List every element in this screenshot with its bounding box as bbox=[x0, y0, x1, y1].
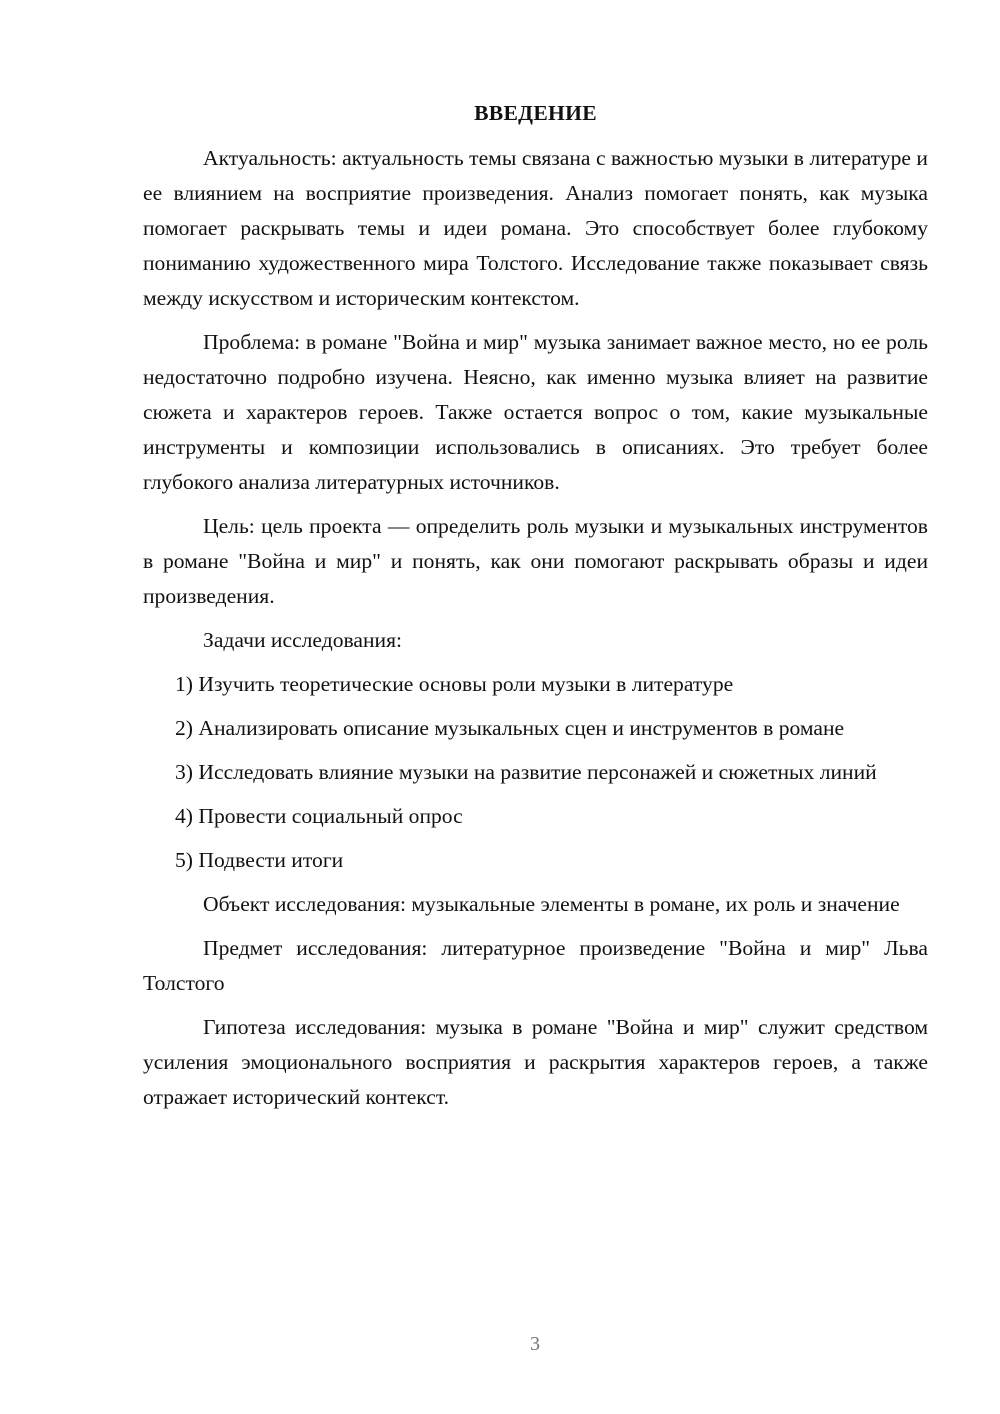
tasks-heading: Задачи исследования: bbox=[203, 628, 403, 652]
page-number: 3 bbox=[530, 1333, 540, 1355]
subject-paragraph: Предмет исследования: литературное произведение "Война и мир" Льва Толстого bbox=[143, 936, 928, 995]
object-paragraph: Объект исследования: музыкальные элементы в романе, их роль и значение bbox=[203, 892, 900, 916]
task-item: 3) Исследовать влияние музыки на развитие персонажей и сюжетных линий bbox=[175, 760, 877, 784]
problem-paragraph: Проблема: в романе "Война и мир" музыка занимает важное место, но ее роль недостаточно подробно изучена. Неясно, как именно музыка влияет на развитие сюжета и характеров героев. Также остается вопрос о том, какие музыкальные инструменты и композиции использовались в описаниях. Это требует более глубокого анализа литературных источников. bbox=[143, 330, 928, 494]
section-title: ВВЕДЕНИЕ bbox=[474, 101, 597, 125]
task-item: 2) Анализировать описание музыкальных сцен и инструментов в романе bbox=[175, 716, 845, 740]
task-item: 5) Подвести итоги bbox=[175, 848, 344, 872]
task-item: 4) Провести социальный опрос bbox=[175, 804, 463, 828]
relevance-paragraph: Актуальность: актуальность темы связана с важностью музыки в литературе и ее влиянием на восприятие произведения. Анализ помогает понять, как музыка помогает раскрывать темы и идеи романа. Это способствует более глубокому пониманию художественного мира Толстого. Исследование также показывает связь между искусством и историческим контекстом. bbox=[143, 146, 928, 310]
hypothesis-paragraph: Гипотеза исследования: музыка в романе "Война и мир" служит средством усиления эмоционального восприятия и раскрытия характеров героев, а также отражает исторический контекст. bbox=[143, 1015, 928, 1109]
page-content bbox=[143, 96, 928, 1124]
task-item: 1) Изучить теоретические основы роли музыки в литературе bbox=[175, 672, 734, 696]
goal-paragraph: Цель: цель проекта — определить роль музыки и музыкальных инструментов в романе "Война и мир" и понять, как они помогают раскрывать образы и идеи произведения. bbox=[143, 514, 928, 608]
